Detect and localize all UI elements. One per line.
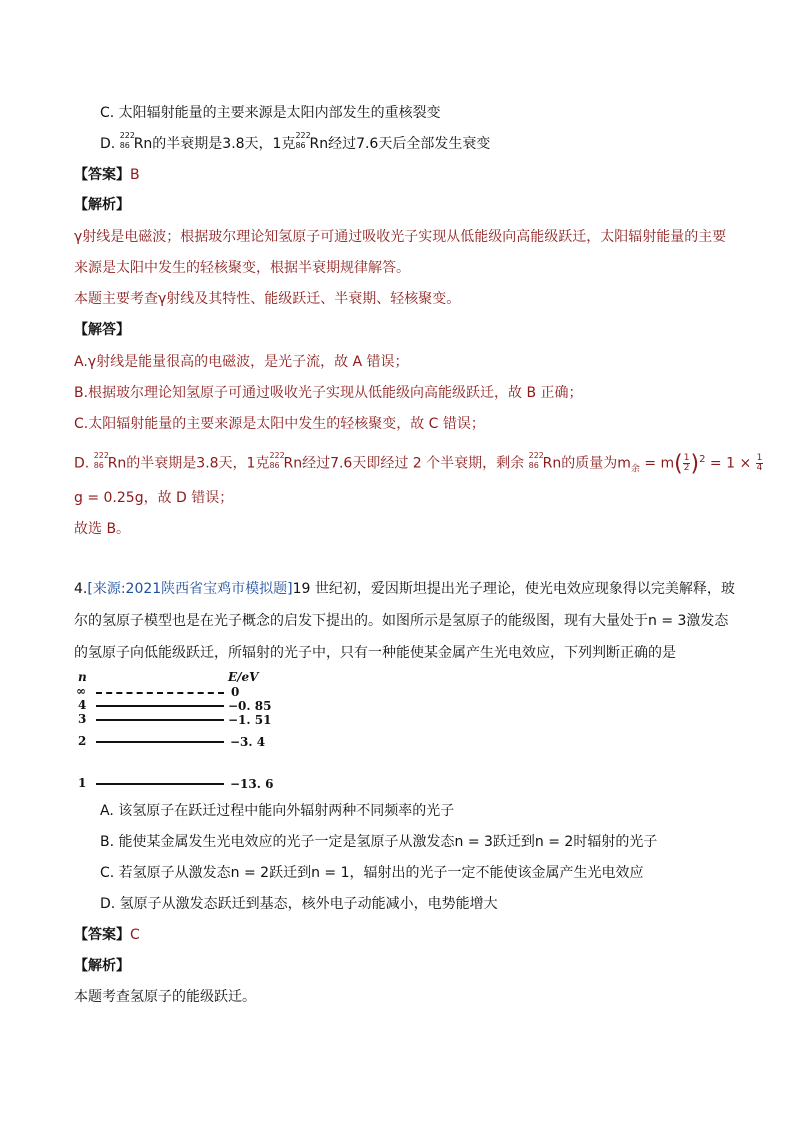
- level-energy-label: −0. 85: [228, 699, 272, 713]
- q4-stem-text: 19 世纪初，爱因斯坦提出光子理论，使光电效应现象得以完美解释，玻: [292, 581, 735, 597]
- q3-solution-a: A.γ射线是能量很高的电磁波，是光子流，故 A 错误；: [74, 354, 409, 370]
- level-line-4: [96, 705, 224, 707]
- q3-answer: [74, 166, 140, 184]
- q3-solution-d-part: = 1 ×: [705, 455, 752, 472]
- level-energy-label: −1. 51: [228, 713, 272, 727]
- q3-solution-c: C.太阳辐射能量的主要来源是太阳中发生的轻核聚变，故 C 错误；: [74, 416, 485, 432]
- q3-solution-tag: 【解答】: [74, 322, 130, 338]
- q4-option-c: C. 若氢原子从激发态n = 2跃迁到n = 1，辐射出的光子一定不能使该金属产生光电效应: [100, 865, 644, 881]
- q4-stem-line3: 的氢原子向低能级跃迁，所辐射的光子中，只有一种能使某金属产生光电效应，下列判断正确的是: [74, 645, 676, 661]
- q3-option-d-text1: Rn的半衰期是3.8天，1克: [133, 136, 296, 152]
- answer-value: C: [130, 927, 140, 943]
- isotope-symbol: 222 86: [119, 131, 135, 150]
- n-header: n: [78, 670, 87, 684]
- level-line-3: [96, 719, 224, 721]
- answer-value: B: [130, 167, 140, 183]
- level-line-2: [96, 741, 224, 743]
- q4-option-d: D. 氢原子从激发态跃迁到基态，核外电子动能减小，电势能增大: [100, 896, 498, 912]
- q3-analysis-line2: 来源是太阳中发生的轻核聚变，根据半衰期规律解答。: [74, 260, 410, 276]
- isotope-symbol: 222 86: [93, 450, 109, 470]
- level-n-label: ∞: [76, 684, 86, 698]
- q3-analysis-line1: γ射线是电磁波；根据玻尔理论知氢原子可通过吸收光子实现从低能级向高能级跃迁，太阳辐射能量的主要: [74, 229, 727, 245]
- q3-solution-d-part: = m: [639, 455, 675, 472]
- q3-solution-b: B.根据玻尔理论知氢原子可通过吸收光子实现从低能级向高能级跃迁，故 B 正确；: [74, 385, 583, 401]
- q4-option-b: B. 能使某金属发生光电效应的光子一定是氢原子从激发态n = 3跃迁到n = 2时辐射的光子: [100, 834, 658, 850]
- exponent: 2: [699, 454, 706, 465]
- isotope-symbol: 222 86: [269, 450, 285, 470]
- q3-option-c: C. 太阳辐射能量的主要来源是太阳内部发生的重核裂变: [100, 105, 441, 121]
- q3-conclusion: 故选 B。: [74, 521, 131, 537]
- level-energy-label: 0: [231, 685, 240, 699]
- level-line-infinity: [96, 692, 224, 694]
- level-energy-label: −3. 4: [230, 735, 266, 749]
- level-n-label: 2: [78, 734, 87, 748]
- q3-solution-d-line2: g = 0.25g，故 D 错误；: [74, 490, 234, 506]
- level-n-label: 4: [78, 698, 87, 712]
- energy-level-diagram: [76, 670, 306, 794]
- answer-tag: 【答案】: [74, 167, 130, 183]
- energy-header: E/eV: [228, 670, 259, 684]
- level-line-1: [96, 783, 224, 785]
- q4-analysis-tag: 【解析】: [74, 958, 130, 974]
- paren-open: (: [674, 451, 683, 477]
- question-number: 4.: [74, 581, 88, 597]
- q3-solution-d: [74, 448, 763, 481]
- q4-answer: [74, 926, 140, 944]
- q4-stem-line2: 尔的氢原子模型也是在光子概念的启发下提出的。如图所示是氢原子的能级图，现有大量处于n = 3激发态: [74, 613, 729, 629]
- level-n-label: 3: [78, 712, 87, 726]
- q3-analysis-tag: 【解析】: [74, 197, 130, 213]
- q4-option-a: A. 该氢原子在跃迁过程中能向外辐射两种不同频率的光子: [100, 803, 455, 819]
- q4-analysis-line1: 本题考查氢原子的能级跃迁。: [74, 989, 256, 1005]
- q3-solution-d-part: Rn的质量为m: [542, 455, 631, 472]
- q3-option-d: [100, 131, 491, 153]
- q3-solution-d-part: Rn的半衰期是3.8天，1克: [107, 455, 270, 472]
- q4-stem-line1: [74, 580, 735, 598]
- q3-analysis-line3: 本题主要考查γ射线及其特性、能级跃迁、半衰期、轻核聚变。: [74, 291, 461, 307]
- q3-option-d-text2: Rn经过7.6天后全部发生衰变: [309, 136, 491, 152]
- q3-option-d-prefix: D.: [100, 136, 120, 152]
- subscript: 余: [630, 464, 640, 475]
- q3-solution-d-part: Rn经过7.6天即经过 2 个半衰期，剩余: [283, 455, 525, 472]
- answer-tag: 【答案】: [74, 927, 130, 943]
- fraction-quarter: $\frac{1}{4}$: [756, 453, 763, 474]
- fraction-half: $\frac{1}{2}$: [683, 453, 690, 474]
- isotope-symbol: 222 86: [528, 450, 544, 470]
- isotope-symbol: 222 86: [295, 131, 311, 150]
- level-n-label: 1: [78, 776, 87, 790]
- paren-close: ): [690, 451, 700, 477]
- level-energy-label: −13. 6: [230, 777, 274, 791]
- question-source: [来源:2021陕西省宝鸡市模拟题]: [87, 581, 293, 597]
- q3-solution-d-part: D.: [74, 455, 94, 472]
